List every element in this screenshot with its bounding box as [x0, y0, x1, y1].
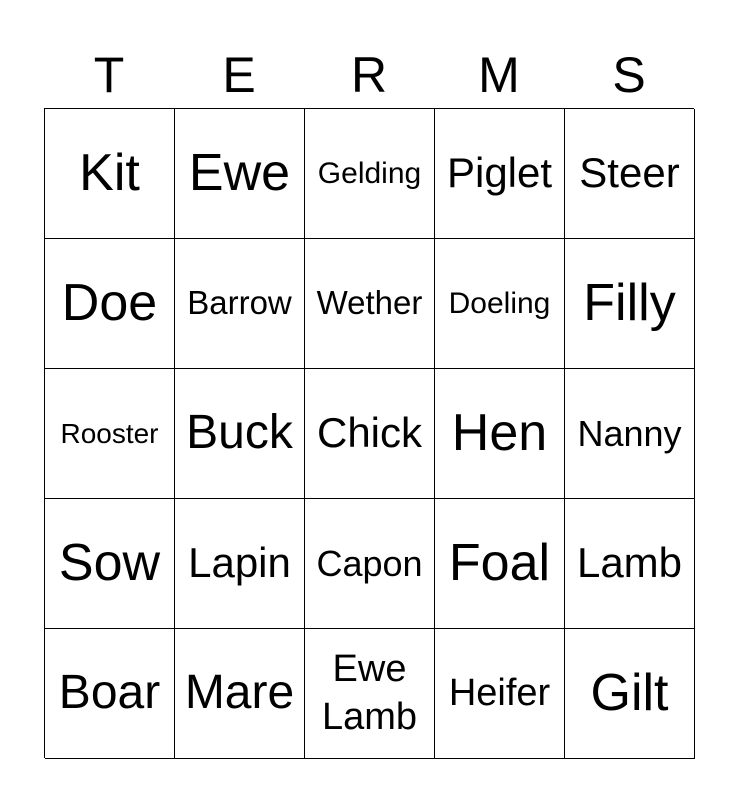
bingo-cell-barrow[interactable]: Barrow	[175, 239, 305, 369]
header-letter-s: S	[612, 47, 646, 103]
bingo-cell-lamb[interactable]: Lamb	[565, 499, 695, 629]
bingo-cell-boar[interactable]: Boar	[45, 629, 175, 759]
bingo-cell-piglet[interactable]: Piglet	[435, 109, 565, 239]
bingo-cell-doe[interactable]: Doe	[45, 239, 175, 369]
bingo-cell-steer[interactable]: Steer	[565, 109, 695, 239]
bingo-cell-rooster[interactable]: Rooster	[45, 369, 175, 499]
bingo-cell-gelding[interactable]: Gelding	[305, 109, 435, 239]
bingo-cell-ewe-lamb[interactable]: Ewe Lamb	[305, 629, 435, 759]
bingo-cell-mare[interactable]: Mare	[175, 629, 305, 759]
bingo-cell-ewe[interactable]: Ewe	[175, 109, 305, 239]
bingo-cell-doeling[interactable]: Doeling	[435, 239, 565, 369]
header-letter-e: E	[222, 47, 256, 103]
header-letter-t: T	[93, 47, 125, 103]
bingo-cell-heifer[interactable]: Heifer	[435, 629, 565, 759]
bingo-board	[44, 108, 694, 758]
bingo-cell-gilt[interactable]: Gilt	[565, 629, 695, 759]
bingo-cell-sow[interactable]: Sow	[45, 499, 175, 629]
header-letter-r: R	[350, 47, 388, 103]
bingo-cell-buck[interactable]: Buck	[175, 369, 305, 499]
bingo-cell-wether[interactable]: Wether	[305, 239, 435, 369]
bingo-cell-capon[interactable]: Capon	[305, 499, 435, 629]
bingo-cell-kit[interactable]: Kit	[45, 109, 175, 239]
header-letter-m: M	[478, 47, 520, 103]
bingo-cell-lapin[interactable]: Lapin	[175, 499, 305, 629]
bingo-cell-filly[interactable]: Filly	[565, 239, 695, 369]
bingo-cell-nanny[interactable]: Nanny	[565, 369, 695, 499]
bingo-cell-foal[interactable]: Foal	[435, 499, 565, 629]
bingo-cell-hen[interactable]: Hen	[435, 369, 565, 499]
bingo-cell-chick[interactable]: Chick	[305, 369, 435, 499]
bingo-header	[44, 44, 694, 106]
